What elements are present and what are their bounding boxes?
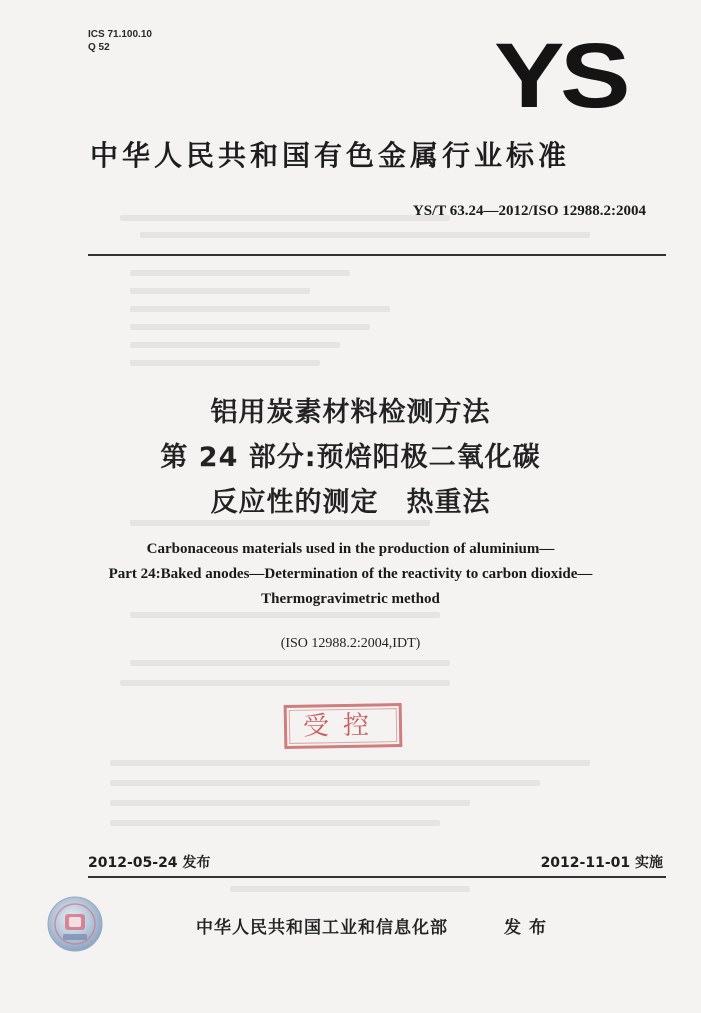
ccs-code: Q 52 bbox=[88, 42, 110, 53]
ics-code: ICS 71.100.10 bbox=[88, 29, 152, 40]
top-divider bbox=[88, 254, 666, 256]
classification-codes bbox=[88, 28, 152, 54]
issue-label: 发布 bbox=[504, 918, 554, 938]
chinese-title-line-3: 反应性的测定 热重法 bbox=[210, 487, 491, 518]
iso-equivalence: (ISO 12988.2:2004,IDT) bbox=[280, 636, 421, 651]
ys-logo-text: YS bbox=[494, 25, 626, 127]
bottom-divider bbox=[88, 876, 666, 878]
anti-counterfeit-seal-icon bbox=[47, 896, 103, 952]
standard-number: YS/T 63.24—2012/ISO 12988.2:2004 bbox=[412, 203, 646, 219]
chinese-title-line-2: 第 24 部分:预焙阳极二氧化碳 bbox=[160, 442, 541, 473]
english-title-line-1: Carbonaceous materials used in the production of aluminium— bbox=[146, 541, 555, 557]
implementation-date: 2012-11-01 实施 bbox=[540, 855, 663, 871]
ys-logo bbox=[494, 25, 630, 127]
issuing-authority: 中华人民共和国工业和信息化部 bbox=[196, 918, 448, 938]
controlled-copy-stamp: 受控 bbox=[284, 703, 403, 749]
standard-category-title: 中华人民共和国有色金属行业标准 bbox=[90, 139, 571, 172]
chinese-title-line-1: 铝用炭素材料检测方法 bbox=[210, 397, 491, 428]
issue-date: 2012-05-24 发布 bbox=[88, 855, 211, 871]
english-title-line-3: Thermogravimetric method bbox=[261, 591, 440, 607]
english-title-line-2: Part 24:Baked anodes—Determination of the reactivity to carbon dioxide— bbox=[108, 566, 593, 582]
